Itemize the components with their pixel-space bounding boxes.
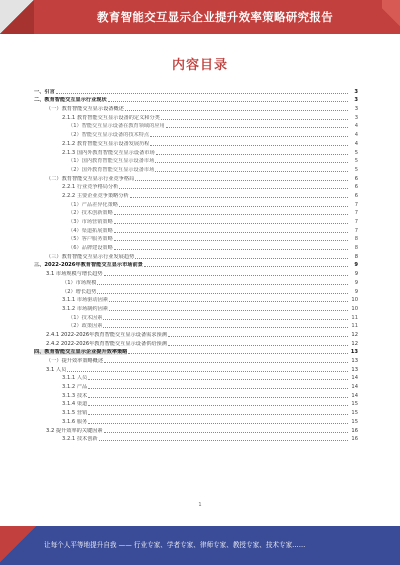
toc-entry-page: 5 — [354, 158, 358, 165]
toc-entry[interactable] — [34, 199, 358, 208]
toc-entry[interactable] — [34, 138, 358, 147]
toc-leader-dots — [97, 293, 348, 294]
toc-entry[interactable] — [34, 129, 358, 138]
toc-entry-title: （2）技术创新策略 — [68, 210, 113, 217]
toc-entry[interactable] — [34, 121, 358, 130]
toc-entry[interactable] — [34, 329, 358, 338]
toc-entry-title: 3.1.4 渠道 — [62, 401, 88, 408]
toc-entry-title: 3.1.6 服务 — [62, 418, 88, 425]
toc-entry-page: 15 — [351, 401, 358, 408]
toc-entry-page: 13 — [351, 366, 358, 373]
toc-entry[interactable] — [34, 416, 358, 425]
toc-entry[interactable] — [34, 147, 358, 156]
toc-entry-title: （1）国内教育智能交互显示设备市场 — [68, 158, 155, 165]
toc-entry-title: 3.1.1 市场驱动因素 — [62, 297, 108, 304]
toc-entry-title: （3）市场营销策略 — [68, 219, 113, 225]
toc-entry[interactable] — [34, 208, 358, 217]
toc-entry[interactable] — [34, 381, 358, 390]
toc-entry[interactable] — [34, 173, 358, 182]
toc-entry-title: 三、2022-2026年教育智能交互显示市场前景 — [34, 262, 143, 269]
toc-entry[interactable] — [34, 286, 358, 295]
toc-leader-dots — [161, 119, 348, 120]
toc-entry[interactable] — [34, 112, 358, 121]
toc-entry[interactable] — [34, 234, 358, 243]
toc-entry-title: （2）智能交互显示设备的技术特点 — [68, 132, 150, 139]
toc-leader-dots — [114, 249, 348, 250]
toc-entry-title: （一）教育智能交互显示设备概述 — [46, 106, 124, 113]
table-of-contents — [34, 86, 358, 442]
footer-slogan: 让每个人平等地提升自我 —— 行业专家、学者专家、律师专家、教授专家、技术专家…… — [44, 541, 306, 549]
toc-entry[interactable] — [34, 355, 358, 364]
toc-entry[interactable] — [34, 364, 358, 373]
toc-entry-page: 9 — [354, 271, 358, 278]
toc-entry-page: 13 — [351, 358, 358, 364]
toc-entry-title: 四、教育智能交互显示企业提升效率策略 — [34, 349, 128, 356]
toc-entry[interactable] — [34, 425, 358, 434]
toc-leader-dots — [119, 188, 348, 189]
toc-entry-title: 3.1 市场规模与增长趋势 — [46, 271, 103, 278]
toc-entry-title: （1）智能交互显示设备在教育领域的应用 — [68, 123, 165, 130]
toc-entry-title: （5）客户服务策略 — [68, 236, 113, 243]
toc-entry-title: 3.1.1 人员 — [62, 375, 88, 382]
toc-entry-page: 6 — [354, 192, 358, 199]
toc-entry[interactable] — [34, 312, 358, 321]
toc-entry[interactable] — [34, 268, 358, 277]
toc-leader-dots — [114, 214, 348, 215]
toc-leader-dots — [166, 127, 348, 128]
toc-entry[interactable] — [34, 86, 358, 95]
toc-leader-dots — [135, 258, 348, 259]
toc-entry-page: 4 — [354, 132, 358, 139]
toc-entry-title: 3.1.2 产品 — [62, 384, 88, 391]
toc-entry-page: 5 — [354, 166, 358, 173]
toc-entry-title: 2.1.3 国内外教育智能交互显示设备市场 — [62, 149, 155, 156]
toc-entry[interactable] — [34, 190, 358, 199]
toc-entry-title: 3.1.5 营销 — [62, 410, 88, 417]
toc-entry[interactable] — [34, 434, 358, 443]
toc-entry[interactable] — [34, 347, 358, 356]
toc-entry[interactable] — [34, 156, 358, 165]
toc-leader-dots — [88, 423, 348, 424]
toc-leader-dots — [114, 240, 348, 241]
toc-entry-page: 6 — [354, 184, 358, 191]
header-fold-decoration — [0, 0, 34, 34]
toc-leader-dots — [88, 388, 348, 389]
toc-entry[interactable] — [34, 225, 358, 234]
toc-entry-title: （三）教育智能交互显示行业发展趋势 — [46, 253, 135, 260]
toc-leader-dots — [156, 154, 348, 155]
toc-entry[interactable] — [34, 103, 358, 112]
toc-entry-page: 10 — [351, 305, 358, 312]
page-number: 1 — [198, 502, 202, 508]
toc-entry-page: 14 — [351, 375, 358, 382]
toc-entry-page: 4 — [354, 123, 358, 130]
toc-entry-title: 3.2 提升效率的关键因素 — [46, 427, 103, 434]
footer-banner — [0, 526, 400, 565]
toc-entry[interactable] — [34, 303, 358, 312]
toc-leader-dots — [128, 353, 348, 354]
toc-entry-page: 10 — [351, 297, 358, 304]
toc-entry[interactable] — [34, 295, 358, 304]
toc-entry-page: 6 — [354, 175, 358, 182]
toc-leader-dots — [103, 319, 348, 320]
toc-entry-page: 16 — [351, 427, 358, 434]
toc-entry-page: 12 — [351, 331, 358, 338]
toc-entry-page: 9 — [354, 288, 358, 295]
toc-entry-page: 11 — [351, 314, 358, 321]
toc-entry-title: （2）增长趋势 — [62, 288, 97, 295]
toc-leader-dots — [104, 275, 348, 276]
toc-entry[interactable] — [34, 242, 358, 251]
toc-entry-page: 15 — [351, 410, 358, 417]
toc-entry-title: （1）产品差异化策略 — [68, 201, 118, 208]
toc-entry-page: 13 — [350, 349, 358, 356]
toc-entry-page: 12 — [351, 340, 358, 347]
toc-leader-dots — [88, 414, 348, 415]
toc-entry-page: 8 — [354, 236, 358, 243]
document-title: 教育智能交互显示企业提升效率策略研究报告 — [97, 10, 333, 24]
toc-entry-page: 11 — [351, 323, 358, 330]
toc-entry-title: 2.1.2 教育智能交互显示设备发展历程 — [62, 140, 150, 147]
toc-entry-title: （一）提升效率策略概述 — [46, 358, 104, 364]
toc-entry-title: 2.4.2 2022-2026年教育智能交互显示设备供给预测 — [46, 340, 167, 347]
toc-entry[interactable] — [34, 260, 358, 269]
toc-entry[interactable] — [34, 95, 358, 104]
toc-entry-page: 7 — [354, 219, 358, 225]
toc-entry-title: （1）市场规模 — [62, 279, 97, 286]
toc-leader-dots — [99, 440, 348, 441]
toc-entry-title: 2.4.1 2022-2026年教育智能交互显示设备需求预测 — [46, 331, 167, 338]
toc-entry[interactable] — [34, 251, 358, 260]
toc-leader-dots — [155, 162, 348, 163]
toc-entry[interactable] — [34, 390, 358, 399]
toc-leader-dots — [108, 101, 348, 102]
toc-entry[interactable] — [34, 407, 358, 416]
toc-entry[interactable] — [34, 182, 358, 191]
toc-entry-page: 3 — [354, 114, 358, 121]
toc-leader-dots — [130, 197, 348, 198]
toc-leader-dots — [114, 232, 348, 233]
toc-entry-page: 8 — [354, 253, 358, 260]
toc-heading: 内容目录 — [171, 58, 228, 73]
toc-entry-page: 15 — [351, 418, 358, 425]
toc-entry[interactable] — [34, 216, 358, 225]
toc-entry-title: （2）政策因素 — [68, 323, 103, 330]
toc-entry-title: （二）教育智能交互显示行业竞争格局 — [46, 175, 135, 182]
footer-corner-decoration — [0, 526, 42, 565]
toc-entry-title: （4）渠道拓展策略 — [68, 227, 113, 234]
toc-leader-dots — [109, 310, 348, 311]
toc-leader-dots — [125, 110, 348, 111]
toc-entry-title: 2.1.1 教育智能交互显示设备的定义和分类 — [62, 114, 160, 121]
toc-leader-dots — [144, 266, 348, 267]
toc-leader-dots — [114, 223, 348, 224]
toc-entry[interactable] — [34, 164, 358, 173]
toc-entry-title: 3.2.1 技术创新 — [62, 436, 98, 443]
toc-entry-page: 8 — [354, 245, 358, 252]
toc-entry-page: 7 — [354, 227, 358, 234]
toc-leader-dots — [119, 206, 348, 207]
toc-leader-dots — [104, 362, 348, 363]
toc-entry[interactable] — [34, 277, 358, 286]
toc-entry-title: 二、教育智能交互显示行业现状 — [34, 97, 107, 104]
toc-entry-page: 5 — [354, 149, 358, 156]
toc-entry-page: 9 — [354, 262, 358, 269]
toc-entry-title: 3.1 人员 — [46, 366, 67, 373]
toc-leader-dots — [135, 180, 348, 181]
toc-leader-dots — [88, 379, 348, 380]
toc-entry[interactable] — [34, 321, 358, 330]
toc-entry-page: 9 — [354, 279, 358, 286]
toc-leader-dots — [150, 145, 348, 146]
toc-leader-dots — [150, 136, 348, 137]
toc-entry-page: 14 — [351, 384, 358, 391]
toc-leader-dots — [155, 171, 348, 172]
toc-entry-page: 3 — [354, 106, 358, 113]
toc-entry[interactable] — [34, 373, 358, 382]
toc-leader-dots — [97, 284, 348, 285]
toc-leader-dots — [104, 432, 348, 433]
toc-entry-title: 2.2.2 主要企业竞争策略分析 — [62, 192, 129, 199]
toc-leader-dots — [88, 405, 348, 406]
toc-leader-dots — [168, 345, 348, 346]
toc-entry-page: 3 — [354, 88, 358, 95]
toc-entry-title: （2）国外教育智能交互显示设备市场 — [68, 166, 155, 173]
header-banner — [0, 0, 400, 34]
toc-leader-dots — [168, 336, 348, 337]
toc-entry[interactable] — [34, 399, 358, 408]
toc-entry[interactable] — [34, 338, 358, 347]
toc-leader-dots — [109, 301, 348, 302]
toc-entry-page: 16 — [351, 436, 358, 443]
toc-leader-dots — [103, 327, 348, 328]
toc-leader-dots — [88, 397, 348, 398]
toc-entry-title: （6）品牌建设策略 — [68, 245, 113, 252]
toc-entry-page: 7 — [354, 201, 358, 208]
toc-leader-dots — [56, 93, 348, 94]
toc-leader-dots — [67, 371, 348, 372]
toc-entry-page: 3 — [354, 97, 358, 104]
toc-entry-page: 7 — [354, 210, 358, 217]
toc-entry-page: 4 — [354, 140, 358, 147]
toc-entry-title: 2.2.1 行业竞争格局分析 — [62, 184, 119, 191]
toc-entry-title: 一、引言 — [34, 88, 55, 95]
toc-entry-title: （1）技术因素 — [68, 314, 103, 321]
toc-entry-title: 3.1.2 市场制约因素 — [62, 305, 108, 312]
toc-entry-page: 14 — [351, 392, 358, 399]
toc-entry-title: 3.1.3 技术 — [62, 392, 88, 399]
